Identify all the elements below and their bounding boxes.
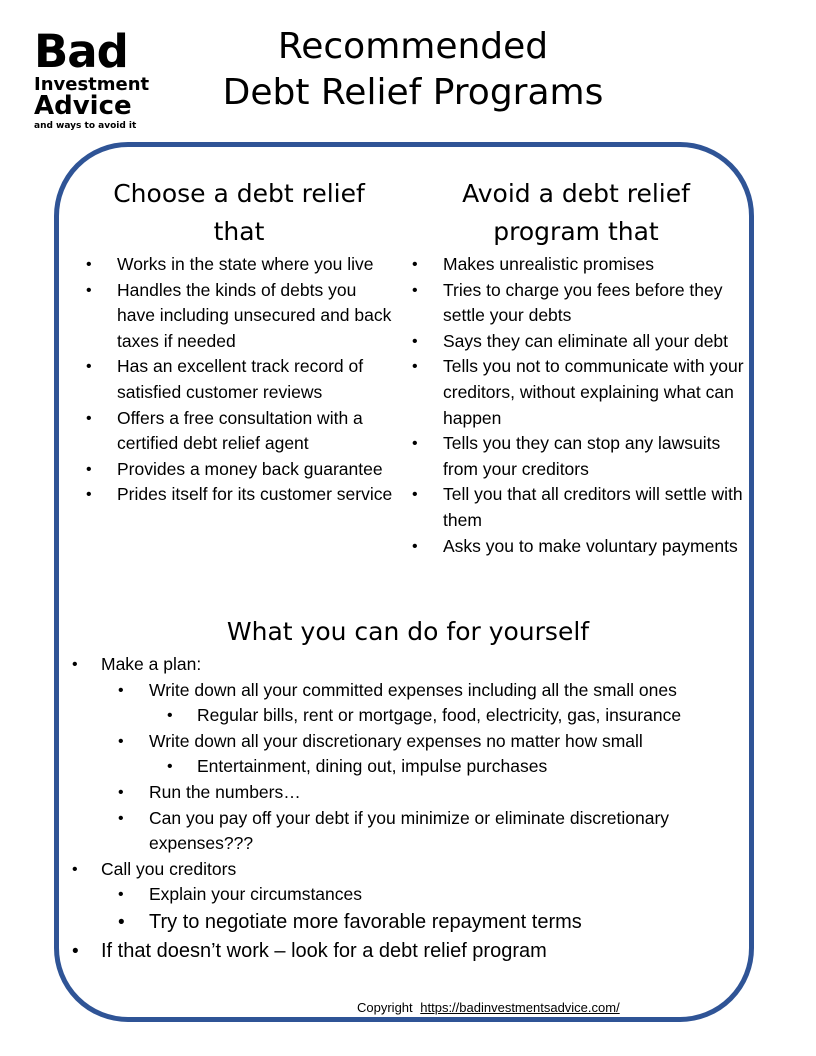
logo [34,25,158,132]
yourself-heading: What you can do for yourself [226,617,590,646]
logo-tagline: and ways to avoid it [34,121,137,131]
choose-list [86,252,396,508]
logo-word-investment: Investment [34,74,150,95]
committed-item: • Write down all your committed expenses including all the small ones [66,678,756,704]
title-line-2: Debt Relief Programs [222,72,604,113]
negotiate-item: • Try to negotiate more favorable repayment terms [66,908,756,937]
choose-heading: Choose a debt relief that [113,179,365,246]
choose-item: • Handles the kinds of debts you have including unsecured and back taxes if needed [86,278,396,355]
logo-word-advice: Advice [34,91,132,121]
avoid-item: • Says they can eliminate all your debt [412,329,744,355]
choose-item: • Provides a money back guarantee [86,457,396,483]
committed-examples-item: • Regular bills, rent or mortgage, food, electricity, gas, insurance [66,703,756,729]
copyright-link[interactable]: https://badinvestmentsadvice.com/ [420,1000,620,1015]
avoid-item: • Asks you to make voluntary payments [412,534,744,560]
copyright-label: Copyright [357,1000,413,1015]
avoid-heading: Avoid a debt relief program that [462,179,690,246]
discretionary-item: • Write down all your discretionary expenses no matter how small [66,729,756,755]
copyright-footer [357,998,620,1018]
yourself-list [66,652,756,966]
title-line-1: Recommended [277,26,549,67]
numbers-item: • Run the numbers… [66,780,756,806]
choose-item: • Offers a free consultation with a certified debt relief agent [86,406,396,457]
avoid-item: • Tries to charge you fees before they settle your debts [412,278,744,329]
choose-item: • Has an excellent track record of satisfied customer reviews [86,354,396,405]
avoid-item: • Tells you they can stop any lawsuits from your creditors [412,431,744,482]
avoid-item: • Tells you not to communicate with your creditors, without explaining what can happen [412,354,744,431]
avoid-item: • Makes unrealistic promises [412,252,744,278]
avoid-list [412,252,744,559]
payoff-item: • Can you pay off your debt if you minimize or eliminate discretionary expenses??? [66,806,756,857]
avoid-item: • Tell you that all creditors will settle with them [412,482,744,533]
logo-word-bad: Bad [34,25,128,78]
explain-item: • Explain your circumstances [66,882,756,908]
choose-item: • Works in the state where you live [86,252,396,278]
plan-item: • Make a plan: [66,652,756,678]
call-creditors-item: • Call you creditors [66,857,756,883]
fallback-item: • If that doesn’t work – look for a debt relief program [66,937,756,966]
discretionary-examples-item: • Entertainment, dining out, impulse purchases [66,754,756,780]
page-title [180,24,646,116]
choose-item: • Prides itself for its customer service [86,482,396,508]
